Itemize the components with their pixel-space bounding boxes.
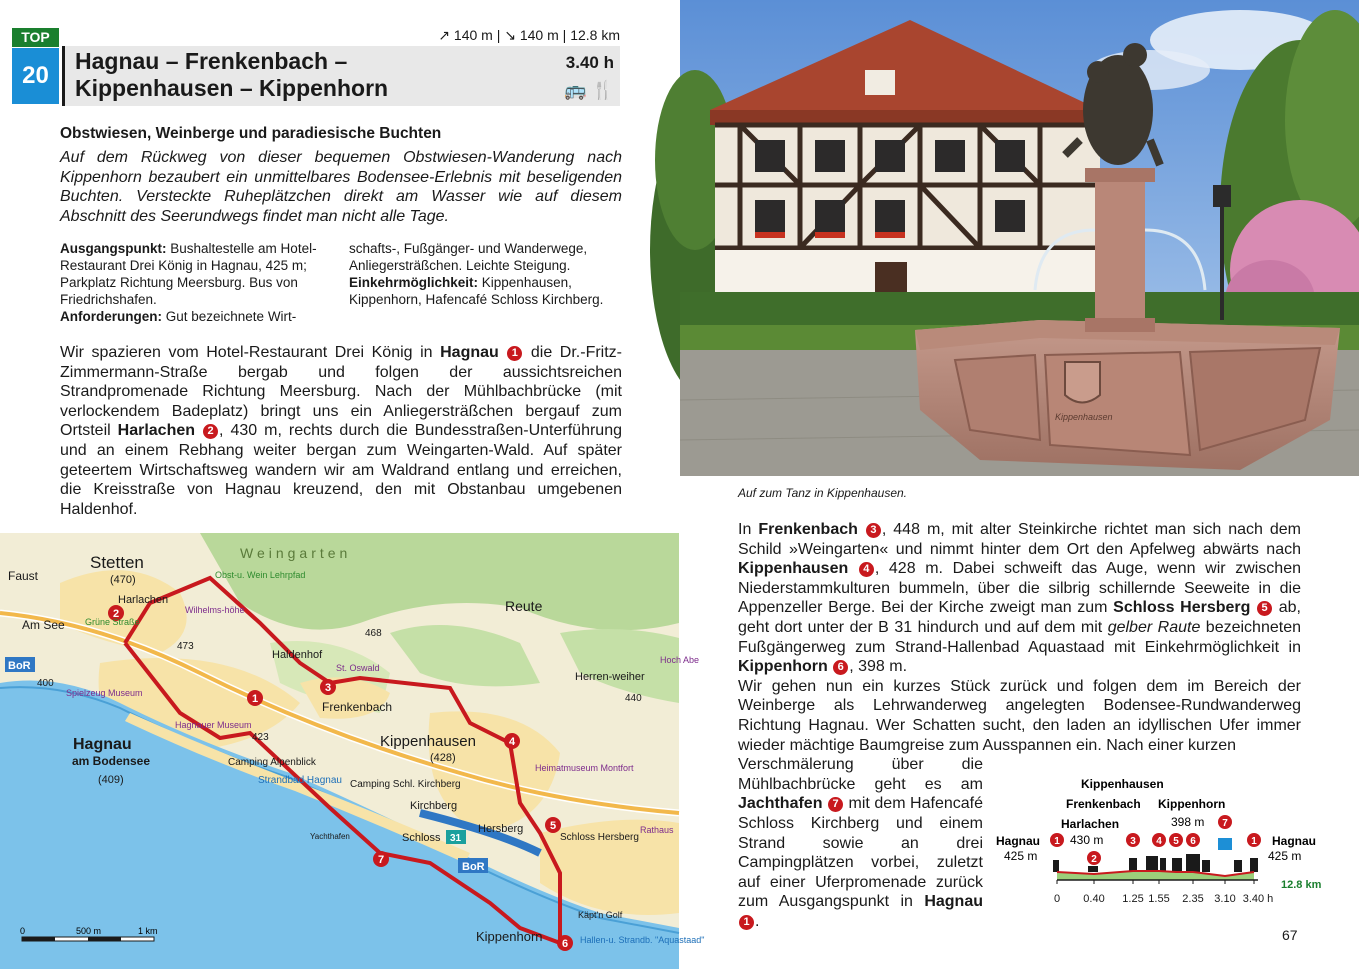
text: , 430 m, rechts durch die Bundesstraßen-Unterführung und an einem Rebhang weiter bergan zum Weingarten-Wald. Auf später geteertem Wirtschaftsweg wandern wir am Waldrand entlang und erreichen, die Kreisstraße von Hagnau kreuzend, den mit Obstanbau umgebenen Haldenhof. <box>60 422 622 518</box>
map-label-hagnau: Hagnau <box>73 736 132 753</box>
body-text-left <box>60 343 622 519</box>
map-label: Reute <box>505 598 543 614</box>
text: bezeichneten Fußgängerweg zum Strand-Hallenbad Aquastaad mit Einkehrmöglichkeit in <box>738 618 1301 656</box>
paragraph <box>738 755 983 931</box>
info-column-left <box>60 240 335 325</box>
marker-1: 1 <box>507 346 522 361</box>
bus-restaurant-icons: 🚌 🍴 <box>564 80 614 100</box>
tour-stats: ↗ 140 m | ↘ 140 m | 12.8 km <box>438 27 620 43</box>
photo-kippenhausen-fountain <box>680 0 1359 476</box>
profile-label-frenkenbach: Frenkenbach <box>1066 797 1141 811</box>
photo-caption: Auf zum Tanz in Kippenhausen. <box>738 486 908 500</box>
start-text: Bushaltestelle am Hotel-Restaurant Drei König in Hagnau, 425 m; Parkplatz Richtung Meersburg. Bus von Friedrichshafen. <box>60 241 317 308</box>
map-label: Camping Schl. Kirchberg <box>350 779 461 790</box>
scale-label: 0 <box>20 926 26 936</box>
map-marker-3: 3 <box>324 682 332 694</box>
profile-marker-5: 5 <box>1173 836 1179 847</box>
profile-label-kippenhorn: Kippenhorn <box>1158 797 1226 811</box>
start-label: Ausgangspunkt: <box>60 241 167 256</box>
map-label-kippenhausen: Kippenhausen <box>380 733 476 750</box>
profile-marker-6: 6 <box>1190 836 1196 847</box>
text: , 448 m, mit alter Steinkirche richtet man sich nach dem Schild »Weingarten« und nimmt hinter dem Ort den Apfelweg abwärts nach <box>738 521 1301 558</box>
marker-4: 4 <box>859 562 874 577</box>
stop-text: Kippenhausen, Kippenhorn, Hafencafé Schloss Kirchberg. <box>349 275 604 308</box>
marker-6: 6 <box>833 660 848 675</box>
profile-label-harlachen-elev: 430 m <box>1070 833 1104 847</box>
profile-tick: 2.35 <box>1182 893 1204 905</box>
profile-tick: 0.40 <box>1083 893 1105 905</box>
map-label: 440 <box>625 693 642 704</box>
map-label: Hersberg <box>478 823 524 835</box>
text: , 428 m. Dabei schweift das Auge, wenn wir zwischen Niederstammkulturen bummeln, über die silbrig schillernde Seeweite in die Appenzeller Berge. Bei der Kirche zweigt man zum <box>738 560 1301 617</box>
text: ab, geht dort unter der B 31 hindurch und auf dem mit <box>738 599 1301 636</box>
paragraph: Wir gehen nun ein kurzes Stück zurück und folgen dem im Bereich der Weinberge als Lehrwanderweg angelegten Bodensee-Rundwanderweg Richtung Hagnau. Wer Schatten sucht, den laden an idyllischen Ufer immer wieder mächtige Baumgreise zum Ausspannen ein. Nach einer kurzen <box>738 677 1301 754</box>
map-label: Wilhelms-höhe <box>185 605 245 615</box>
place-jachthafen: Jachthafen <box>738 795 823 813</box>
map-label: Kirchberg <box>410 800 458 812</box>
map-label: (428) <box>430 752 456 764</box>
profile-label-kippenhausen: Kippenhausen <box>1081 777 1164 791</box>
map-label: Spielzeug Museum <box>66 688 143 698</box>
map-label: Schloss Hersberg <box>560 832 639 843</box>
map-label: 423 <box>252 732 269 743</box>
map-label: Yachthafen <box>310 832 350 841</box>
map-label: Herren-weiher <box>575 671 645 683</box>
title-bar <box>62 46 620 106</box>
text: Wir spazieren vom Hotel-Restaurant Drei König in <box>60 344 441 361</box>
marker-5: 5 <box>1257 601 1272 616</box>
place-schloss-hersberg: Schloss Hersberg <box>1113 599 1251 617</box>
map-label: Haldenhof <box>272 649 323 661</box>
map-label: Heimatmuseum Montfort <box>535 763 634 773</box>
profile-label-harlachen: Harlachen <box>1061 817 1120 831</box>
profile-marker-7: 7 <box>1222 818 1228 829</box>
map-label: Harlachen <box>118 594 169 606</box>
marker-3: 3 <box>866 523 881 538</box>
text: In <box>738 521 759 538</box>
tour-title-line-2: Kippenhausen – Kippenhorn <box>75 75 389 101</box>
tour-lead: Auf dem Rückweg von dieser bequemen Obstwiesen-Wanderung nach Kippenhorn bezaubert ein unmittelbares Bodensee-Erlebnis mit beseligenden Buchten. Versteckte Ruheplätzchen direkt am Wasser wie auf diesem Abschnitt des Seerundwegs findet man nicht alle Tage. <box>60 149 622 225</box>
map-label: St. Oswald <box>336 663 380 673</box>
map-label: Obst-u. Wein Lehrpfad <box>215 570 306 580</box>
stop-label: Einkehrmöglichkeit: <box>349 275 479 291</box>
fountain-inscription: Kippenhausen <box>1055 412 1113 422</box>
map-marker-5: 5 <box>549 820 557 832</box>
place-harlachen: Harlachen <box>117 422 196 440</box>
elevation-profile-chart <box>996 774 1326 909</box>
place-frenkenbach: Frenkenbach <box>758 521 858 538</box>
requirements-label: Anforderungen: <box>60 309 162 325</box>
map-label: (409) <box>98 774 124 786</box>
map-label: Frenkenbach <box>322 700 393 714</box>
photo-illustration <box>680 0 1359 476</box>
map-label-stetten: Stetten <box>90 553 144 572</box>
map-label: am Bodensee <box>72 754 151 768</box>
profile-marker-2: 2 <box>1091 854 1097 865</box>
marker-7: 7 <box>828 797 843 812</box>
map-label: 473 <box>177 641 194 652</box>
text: Verschmälerung über die Mühlbachbrücke geht es am <box>738 756 983 793</box>
map-marker-2: 2 <box>112 608 120 620</box>
tour-title-line-1: Hagnau – Frenkenbach – <box>75 48 348 74</box>
tour-subtitle: Obstwiesen, Weinberge und paradiesische Buchten <box>60 125 442 142</box>
map-label: Weingarten <box>240 545 352 561</box>
map-label: Strandbad Hagnau <box>258 775 342 786</box>
profile-tick: 1.55 <box>1148 893 1170 905</box>
scale-label: 1 km <box>138 926 158 936</box>
map-label: (470) <box>110 574 136 586</box>
map-label: 400 <box>37 678 54 689</box>
profile-label-hagnau-start: Hagnau <box>996 834 1041 848</box>
profile-tick: 1.25 <box>1122 893 1144 905</box>
requirements-text-start: Gut bezeichnete Wirt- <box>162 309 297 325</box>
profile-distance: 12.8 km <box>1281 879 1322 891</box>
map-label: Camping Alpenblick <box>228 757 316 768</box>
map-label: Hoch Abe <box>660 655 700 665</box>
map-marker-7: 7 <box>377 854 385 866</box>
requirements-text-cont: schafts-, Fußgänger- und Wanderwege, Anliegersträßchen. Leichte Steigung. <box>349 241 588 274</box>
profile-label-hagnau-end: Hagnau <box>1272 834 1317 848</box>
profile-label-hagnau-end-elev: 425 m <box>1268 849 1302 863</box>
profile-marker-4: 4 <box>1156 836 1162 847</box>
map-label-kippenhorn: Kippenhorn <box>476 929 543 944</box>
map-label: Faust <box>8 569 39 583</box>
text: , 398 m. <box>849 658 908 676</box>
map-label: Rathaus <box>640 825 674 835</box>
profile-marker-1: 1 <box>1054 836 1060 847</box>
map-illustration <box>0 533 705 969</box>
route-map <box>0 533 705 969</box>
map-marker-4: 4 <box>508 736 516 748</box>
scale-label: 500 m <box>76 926 102 936</box>
map-marker-6: 6 <box>561 938 569 950</box>
elevation-profile <box>996 774 1326 909</box>
text: mit dem Hafencafé Schloss Kirchberg und einem Strand sowie an drei Campingplätzen vorbei, zuletzt auf einer Uferpromenade zurück zum Ausgangspunkt in <box>738 795 983 911</box>
place-hagnau: Hagnau <box>440 344 499 361</box>
profile-marker-1-end: 1 <box>1251 836 1257 847</box>
map-label: Am See <box>22 618 65 632</box>
info-column-right <box>349 240 624 308</box>
map-label: Schloss <box>402 832 441 844</box>
map-label: 468 <box>365 628 382 639</box>
profile-tick: 0 <box>1053 893 1061 905</box>
paragraph <box>738 520 1301 677</box>
profile-tick: 3.10 <box>1214 893 1236 905</box>
top-badge: TOP <box>12 28 59 47</box>
marker-2: 2 <box>203 424 218 439</box>
profile-label-hagnau-start-elev: 425 m <box>1004 849 1038 863</box>
profile-tick: 3.40 h <box>1242 893 1274 905</box>
tour-number: 20 <box>12 48 59 104</box>
map-label: Grüne Straße <box>85 617 140 627</box>
map-label-bor: BoR <box>8 660 31 672</box>
text: die Dr.-Fritz-Zimmermann-Straße bergab und folgen der aussichtsreichen Strandpromenade Richtung Meersburg. Nach der Mühlbachbrücke (mit verlockendem Badeplatz) bringt uns ein Anliegersträßchen bergauf zum Ortsteil <box>60 344 623 440</box>
map-marker-1: 1 <box>251 693 259 705</box>
page-number: 67 <box>1282 927 1298 943</box>
map-label: Hagnauer Museum <box>175 720 252 730</box>
profile-marker-3: 3 <box>1130 836 1136 847</box>
profile-label-kippenhorn-elev: 398 m <box>1171 815 1205 829</box>
place-kippenhausen: Kippenhausen <box>738 560 849 578</box>
map-label: Käpt'n Golf <box>578 910 623 920</box>
tour-duration: 3.40 h <box>565 53 614 72</box>
marker-1-end: 1 <box>739 915 754 930</box>
map-label-road-31: 31 <box>450 833 462 844</box>
text: . <box>755 912 760 930</box>
map-label: Hallen-u. Strandb. "Aquastaad" <box>580 935 705 945</box>
place-hagnau-end: Hagnau <box>924 893 983 911</box>
map-label-bor-2: BoR <box>462 861 485 873</box>
yellow-diamond-mark: gelber Raute <box>1107 618 1201 636</box>
place-kippenhorn: Kippenhorn <box>738 658 828 676</box>
